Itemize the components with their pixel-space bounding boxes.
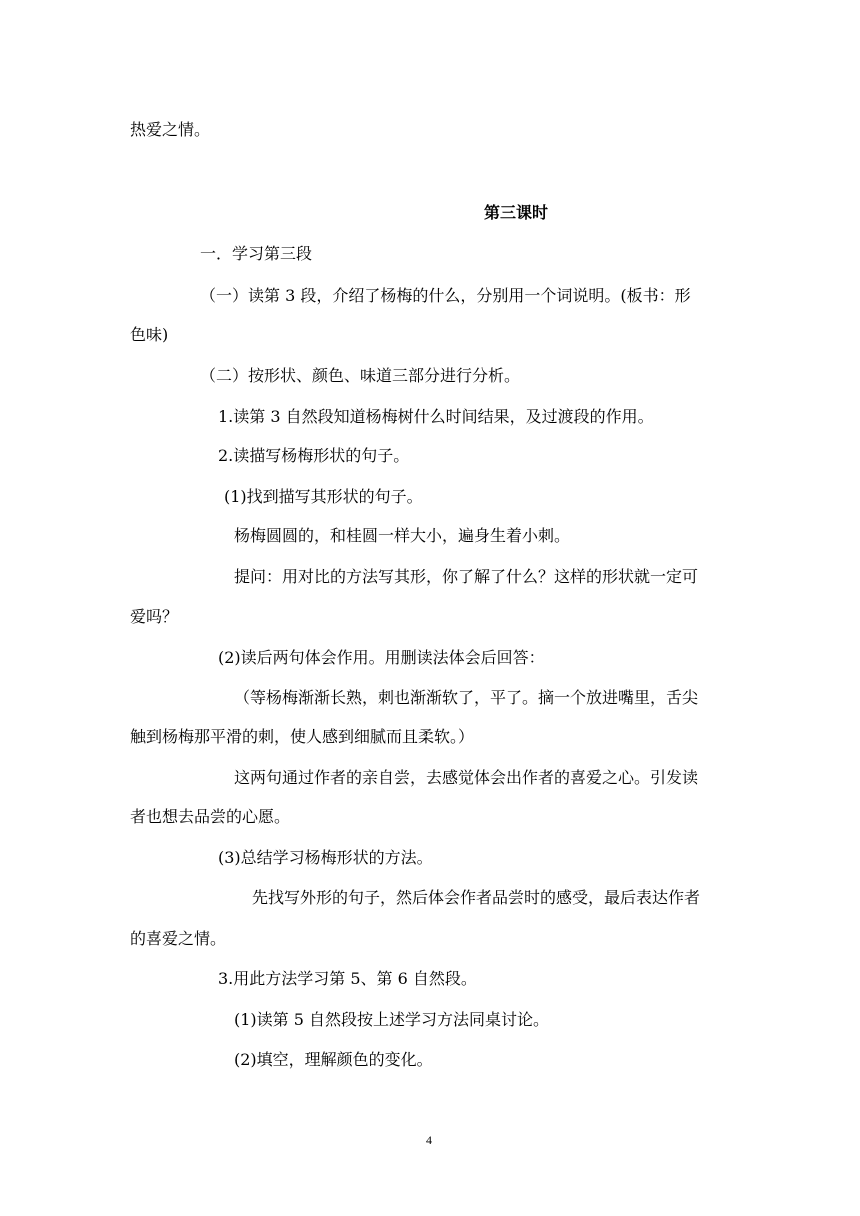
text-line: 2.读描写杨梅形状的句子。	[218, 446, 410, 465]
text-line-continuation: 热爱之情。	[130, 120, 211, 139]
text-line: 杨梅圆圆的，和桂圆一样大小，遍身生着小刺。	[234, 526, 571, 545]
text-line: 1.读第 3 自然段知道杨梅树什么时间结果，及过渡段的作用。	[218, 407, 654, 426]
text-line: 爱吗？	[130, 607, 179, 626]
text-line: (1)读第 5 自然段按上述学习方法同桌讨论。	[234, 1010, 550, 1029]
section-title: 第三课时	[484, 203, 549, 222]
text-line: （等杨梅渐渐长熟，刺也渐渐软了，平了。摘一个放进嘴里，舌尖	[234, 688, 699, 707]
text-line: 色味)	[130, 325, 169, 344]
text-line: (3)总结学习杨梅形状的方法。	[218, 848, 433, 867]
text-line: (2)读后两句体会作用。用删读法体会后回答：	[218, 648, 545, 667]
page-number: 4	[426, 1133, 432, 1147]
text-line: 这两句通过作者的亲自尝，去感觉体会出作者的喜爱之心。引发读	[234, 768, 699, 787]
heading-part-one: 一．学习第三段	[200, 244, 313, 263]
text-line: (1)找到描写其形状的句子。	[224, 487, 423, 506]
text-line: 提问：用对比的方法写其形，你了解了什么？这样的形状就一定可	[234, 567, 699, 586]
text-line: （二）按形状、颜色、味道三部分进行分析。	[200, 366, 521, 385]
text-line: 先找写外形的句子，然后体会作者品尝时的感受，最后表达作者	[252, 888, 701, 907]
text-line: (2)填空，理解颜色的变化。	[234, 1050, 433, 1069]
text-line: 者也想去品尝的心愿。	[130, 807, 291, 826]
text-line: 3.用此方法学习第 5、第 6 自然段。	[218, 969, 477, 988]
text-line: （一）读第 3 段，介绍了杨梅的什么，分别用一个词说明。(板书：形	[200, 286, 691, 305]
text-line: 的喜爱之情。	[130, 929, 227, 948]
text-line: 触到杨梅那平滑的刺，使人感到细腻而且柔软。）	[130, 727, 475, 746]
